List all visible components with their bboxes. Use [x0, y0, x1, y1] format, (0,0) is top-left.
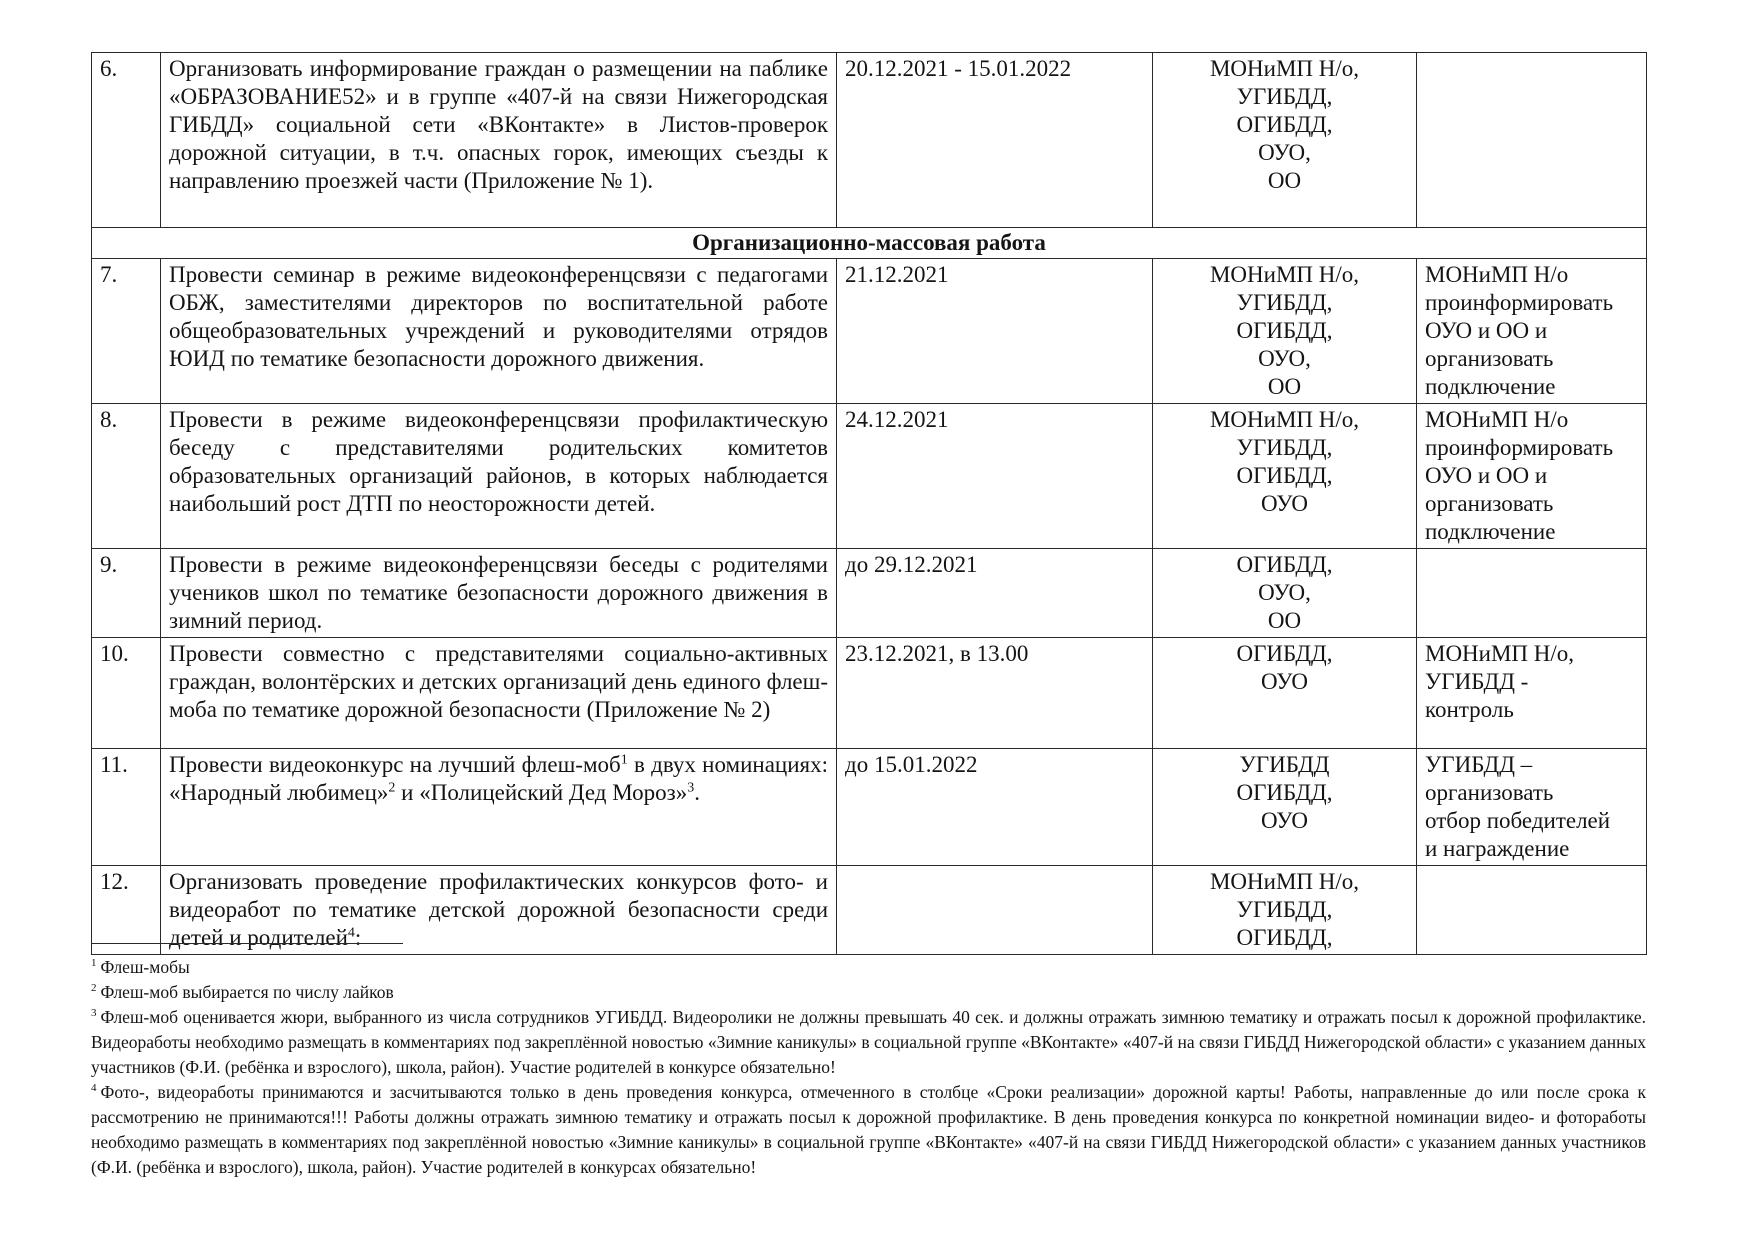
- task-text: :: [354, 925, 362, 950]
- footnotes: [91, 955, 1646, 1180]
- footnote-mark: 4: [91, 1082, 97, 1095]
- responsible-line: ОУО: [1260, 808, 1309, 833]
- responsible-line: МОНиМП Н/о,: [1209, 407, 1360, 432]
- task-text: .: [694, 780, 700, 805]
- note-line: организовать: [1425, 491, 1554, 516]
- note-cell: [1417, 53, 1647, 228]
- task-text: Провести видеоконкурс на лучший флеш-моб: [169, 752, 621, 777]
- task-cell: Провести в режиме видеоконференцсвязи профилактическую беседу с представителями родительских комитетов образовательных организаций районов, в которых наблюдается наибольший рост ДТП по неосторожности детей.: [161, 404, 837, 549]
- task-cell: Организовать информирование граждан о размещении на пабликe «ОБРАЗОВАНИЕ52» и в группе «407-й на связи Нижегородская ГИБДД» социальной сети «ВКонтакте» в Листов-проверок дорожной ситуации, в т.ч. опасных горок, имеющих съезды к направлению проезжей части (Приложение № 1).: [161, 53, 837, 228]
- note-line: УГИБДД -: [1425, 669, 1529, 694]
- responsible-line: ОГИБДД,: [1236, 552, 1333, 577]
- note-line: подключение: [1425, 519, 1556, 544]
- row-number: 10.: [92, 638, 161, 749]
- task-text: и «Полицейский Дед Мороз»: [395, 780, 688, 805]
- table-row: [92, 638, 1647, 749]
- plan-table: [91, 52, 1647, 955]
- footnote-ref: 4: [347, 925, 355, 941]
- footnote-mark: 3: [91, 1007, 97, 1020]
- task-cell: Провести в режиме видеоконференцсвязи беседы с родителями учеников школ по тематике безопасности дорожного движения в зимний период.: [161, 549, 837, 638]
- section-title: Организационно-массовая работа: [92, 228, 1647, 259]
- note-line: подключение: [1425, 374, 1556, 399]
- table-row: [92, 53, 1647, 228]
- responsible-cell: [1153, 866, 1417, 955]
- responsible-cell: [1153, 549, 1417, 638]
- term-cell: 21.12.2021: [837, 259, 1153, 404]
- responsible-line: УГИБДД: [1239, 752, 1330, 777]
- footnote-mark: 2: [91, 982, 97, 995]
- footnote-text: Фото-, видеоработы принимаются и засчитываются только в день проведения конкурса, отмеченного в столбце «Сроки реализации» дорожной карты! Работы, направленные до или после срока к рассмотрению не принимаются!!! Работы должны отражать зимнюю тематику и отражать посыл к дорожной профилактике. В день проведения конкурса по конкретной номинации видео- и фотоработы необходимо размещать в комментариях под закреплённой новостью «Зимние каникулы» в социальной группе «ВКонтакте» «407-й на связи ГИБДД Нижегородской области» с указанием данных участников (Ф.И. (ребёнка и взрослого), школа, район). Участие родителей в конкурсах обязательно!: [91, 1082, 1646, 1177]
- note-line: и награждение: [1425, 836, 1570, 861]
- row-number: 6.: [92, 53, 161, 228]
- responsible-cell: [1153, 259, 1417, 404]
- footnote: [91, 980, 1646, 1005]
- responsible-cell: [1153, 638, 1417, 749]
- responsible-cell: [1153, 749, 1417, 866]
- responsible-line: ОУО,: [1258, 140, 1311, 165]
- term-cell: до 29.12.2021: [837, 549, 1153, 638]
- term-cell: 24.12.2021: [837, 404, 1153, 549]
- note-line: ОУО и ОО и: [1425, 463, 1548, 488]
- note-cell: [1417, 259, 1647, 404]
- footnote-text: Флеш-мобы: [100, 957, 190, 977]
- term-cell: 20.12.2021 - 15.01.2022: [837, 53, 1153, 228]
- responsible-line: ОГИБДД,: [1236, 463, 1333, 488]
- footnote-text: Флеш-моб оценивается жюри, выбранного из числа сотрудников УГИБДД. Видеоролики не должны превышать 40 сек. и должны отражать зимнюю тематику и отражать посыл к дорожной профилактике. Видеоработы необходимо размещать в комментариях под закреплённой новостью «Зимние каникулы» в социальной группе «ВКонтакте» «407-й на связи ГИБДД Нижегородской области» с указанием данных участников (Ф.И. (ребёнка и взрослого), школа, район). Участие родителей в конкурсе обязательно!: [91, 1007, 1646, 1077]
- responsible-cell: [1153, 404, 1417, 549]
- responsible-cell: [1153, 53, 1417, 228]
- responsible-line: МОНиМП Н/о,: [1209, 262, 1360, 287]
- responsible-line: УГИБДД,: [1236, 84, 1333, 109]
- responsible-line: УГИБДД,: [1236, 290, 1333, 315]
- responsible-line: УГИБДД,: [1236, 897, 1333, 922]
- note-cell: [1417, 866, 1647, 955]
- task-cell: Провести совместно с представителями социально-активных граждан, волонтёрских и детских организаций день единого флеш-моба по тематике дорожной безопасности (Приложение № 2): [161, 638, 837, 749]
- responsible-line: ОГИБДД,: [1236, 112, 1333, 137]
- note-line: проинформировать: [1425, 435, 1614, 460]
- note-cell: [1417, 549, 1647, 638]
- responsible-line: ОГИБДД,: [1236, 318, 1333, 343]
- responsible-line: МОНиМП Н/о,: [1209, 56, 1360, 81]
- row-number: 7.: [92, 259, 161, 404]
- task-cell: Провести семинар в режиме видеоконференцсвязи с педагогами ОБЖ, заместителями директоров по воспитательной работе общеобразовательных учреждений и руководителями отрядов ЮИД по тематике безопасности дорожного движения.: [161, 259, 837, 404]
- table-row: [92, 866, 1647, 955]
- note-line: организовать: [1425, 780, 1554, 805]
- note-cell: [1417, 404, 1647, 549]
- responsible-line: МОНиМП Н/о,: [1209, 869, 1360, 894]
- responsible-line: ОО: [1267, 168, 1302, 193]
- note-line: проинформировать: [1425, 290, 1614, 315]
- row-number: 11.: [92, 749, 161, 866]
- row-number: 8.: [92, 404, 161, 549]
- row-number: 12.: [92, 866, 161, 955]
- term-cell: до 15.01.2022: [837, 749, 1153, 866]
- note-line: ОУО и ОО и: [1425, 318, 1548, 343]
- responsible-line: ОУО: [1260, 491, 1309, 516]
- responsible-line: ОУО,: [1258, 346, 1311, 371]
- table-row: [92, 749, 1647, 866]
- term-cell: 23.12.2021, в 13.00: [837, 638, 1153, 749]
- task-cell: [161, 749, 837, 866]
- footnote: [91, 1005, 1646, 1080]
- table-row: [92, 259, 1647, 404]
- responsible-line: УГИБДД,: [1236, 435, 1333, 460]
- note-line: МОНиМП Н/о: [1425, 262, 1569, 287]
- responsible-line: ОГИБДД,: [1236, 641, 1333, 666]
- footnote-divider: [91, 943, 403, 944]
- responsible-line: ОГИБДД,: [1236, 780, 1333, 805]
- footnote-ref: 1: [620, 752, 628, 768]
- row-number: 9.: [92, 549, 161, 638]
- table-row: [92, 549, 1647, 638]
- footnote-mark: 1: [91, 957, 97, 970]
- note-line: организовать: [1425, 346, 1554, 371]
- footnote-ref: 2: [388, 780, 396, 796]
- note-line: отбор победителей: [1425, 808, 1611, 833]
- section-row: [92, 228, 1647, 259]
- responsible-line: ОГИБДД,: [1236, 925, 1333, 950]
- task-text: Организовать проведение профилактических конкурсов фото- и видеоработ по тематике детской дорожной безопасности среди детей и родителей: [169, 869, 828, 950]
- footnote-text: Флеш-моб выбирается по числу лайков: [100, 982, 394, 1002]
- responsible-line: ОУО,: [1258, 580, 1311, 605]
- table-row: [92, 404, 1647, 549]
- note-line: УГИБДД –: [1425, 752, 1533, 777]
- footnote: [91, 1080, 1646, 1180]
- task-text: в двух номинациях: «Народный любимец»: [169, 752, 828, 805]
- term-cell: [837, 866, 1153, 955]
- note-line: контроль: [1425, 697, 1514, 722]
- note-cell: [1417, 638, 1647, 749]
- responsible-line: ОО: [1267, 608, 1302, 633]
- task-cell: [161, 866, 837, 955]
- note-cell: [1417, 749, 1647, 866]
- responsible-line: ОУО: [1260, 669, 1309, 694]
- footnote: [91, 955, 1646, 980]
- responsible-line: ОО: [1267, 374, 1302, 399]
- note-line: МОНиМП Н/о,: [1425, 641, 1575, 666]
- footnote-ref: 3: [687, 780, 695, 796]
- note-line: МОНиМП Н/о: [1425, 407, 1569, 432]
